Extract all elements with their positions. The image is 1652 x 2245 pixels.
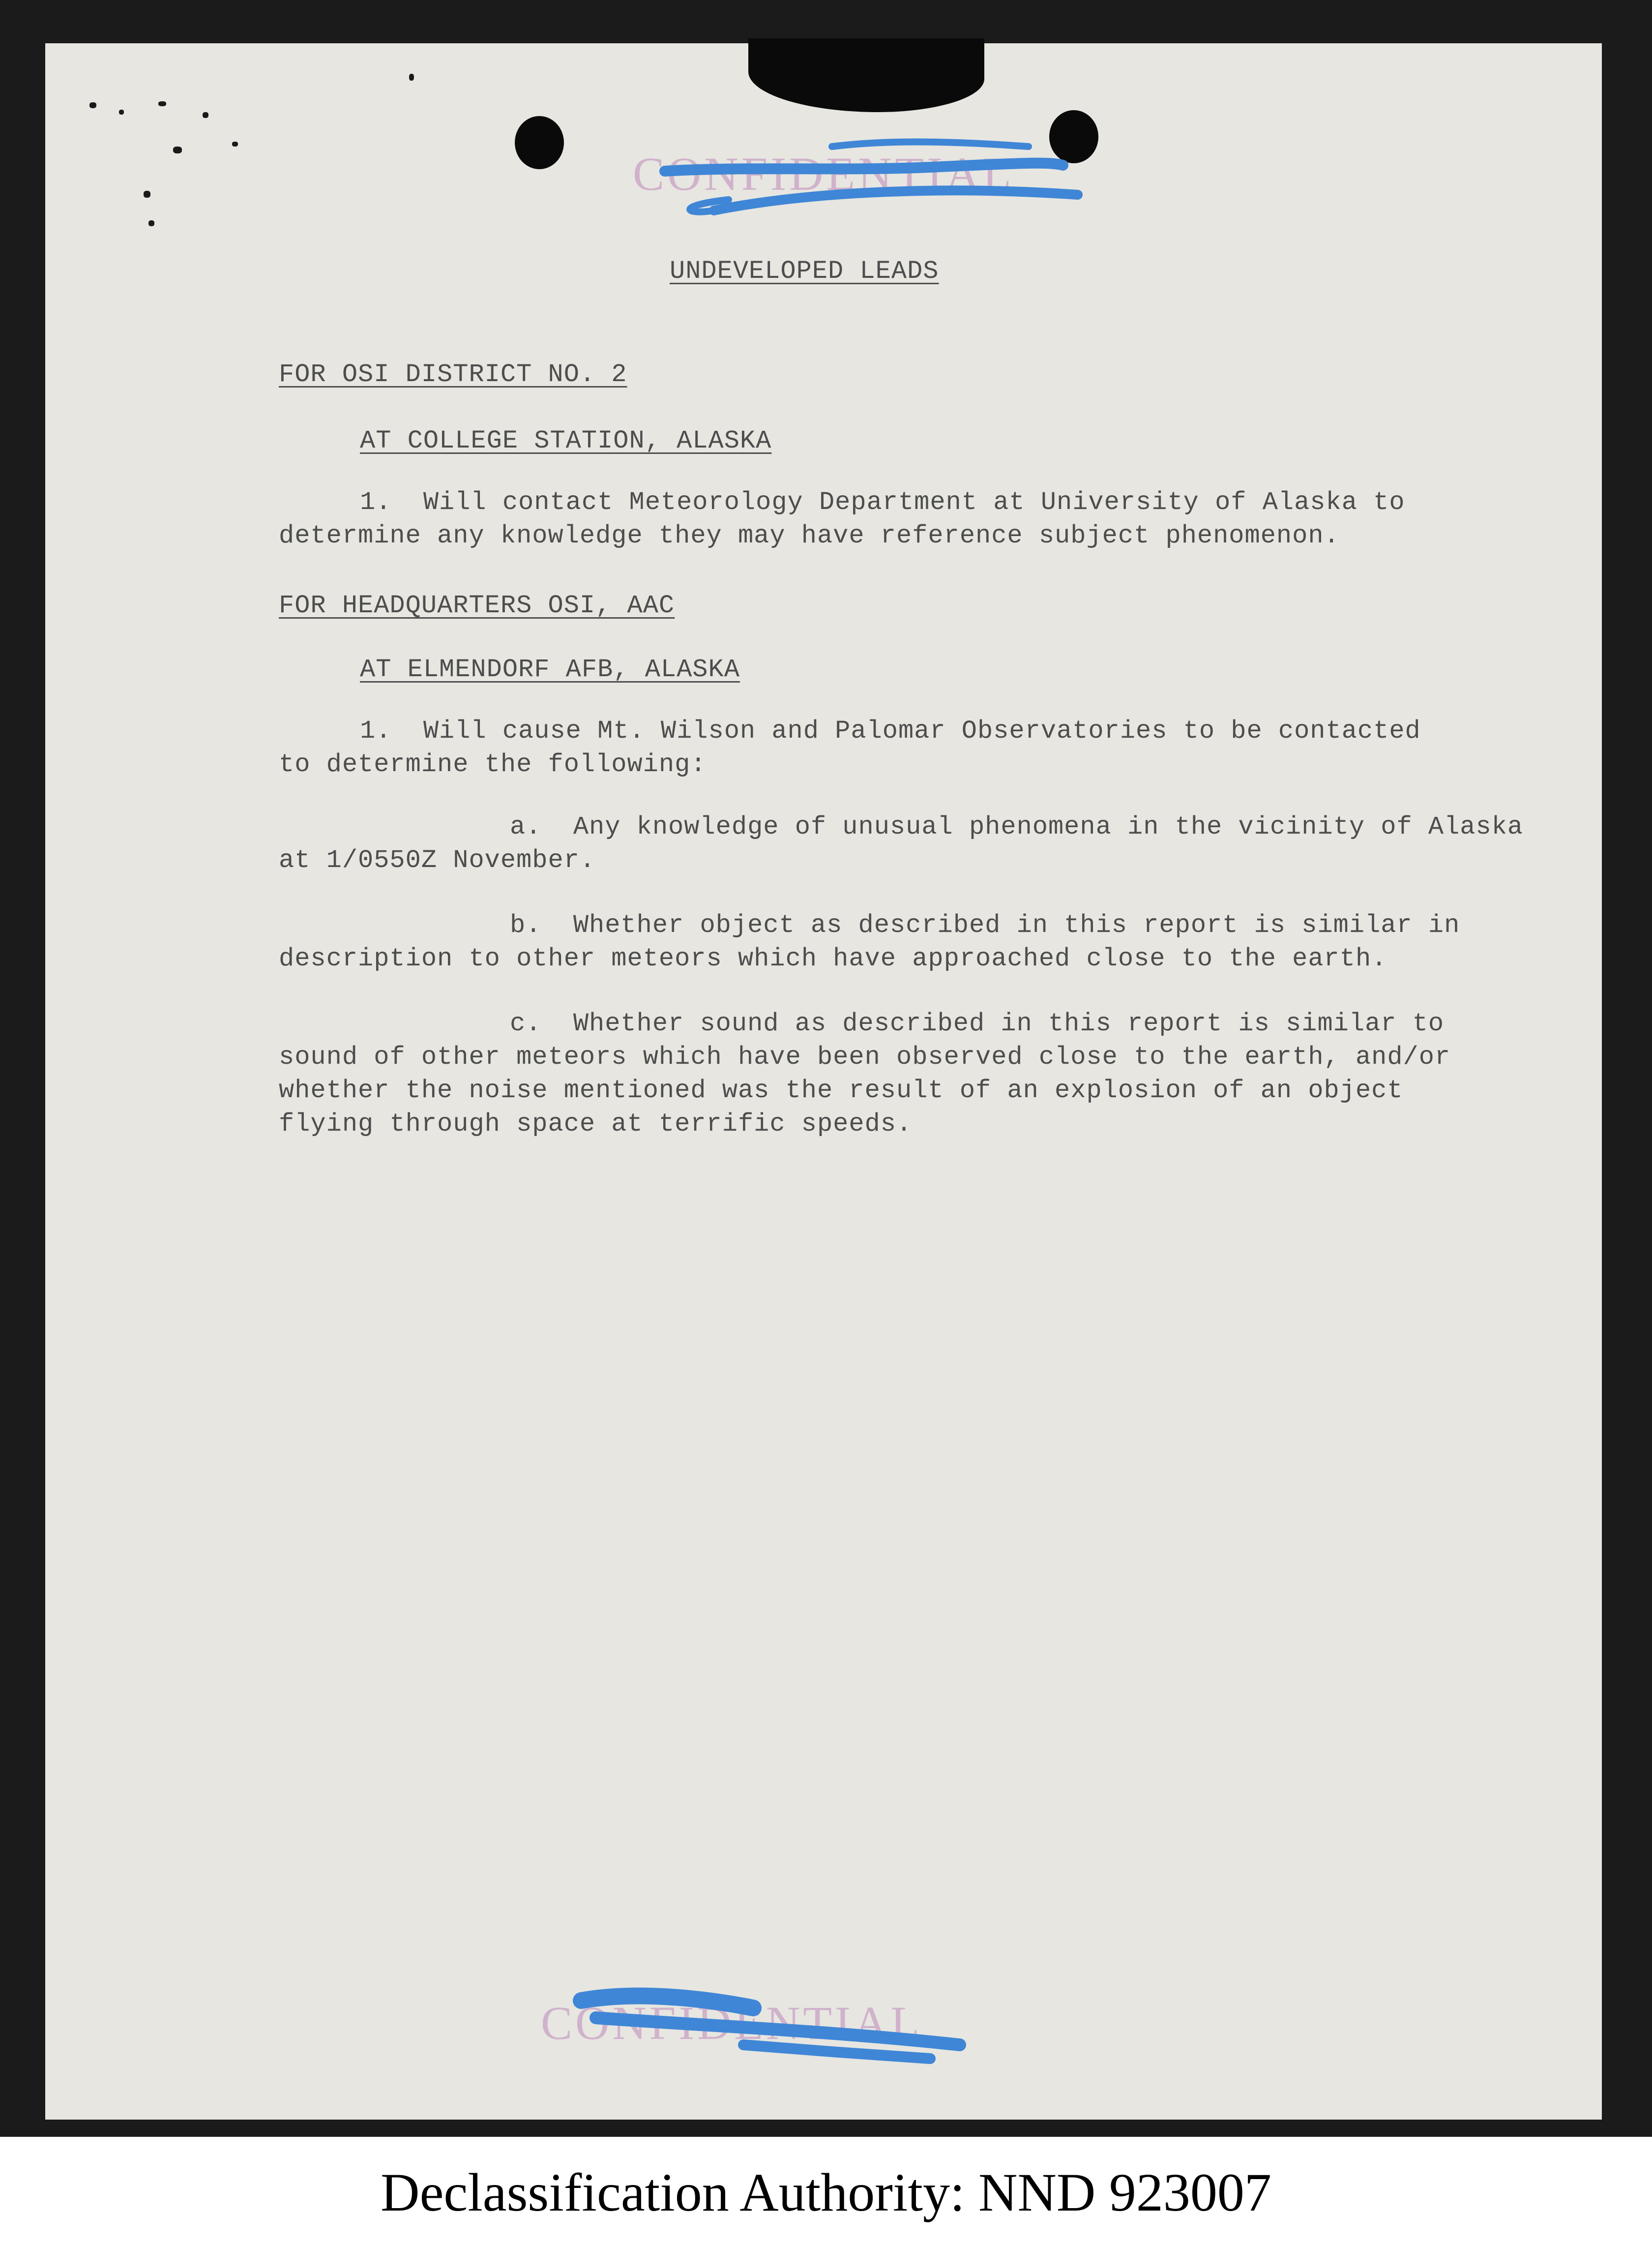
speck: [144, 191, 150, 198]
item-c-line3: whether the noise mentioned was the result of an explosion of an object: [279, 1076, 1403, 1105]
redaction-marker-bottom: [566, 1971, 999, 2069]
speck: [158, 101, 166, 106]
speck: [232, 142, 238, 147]
speck: [173, 147, 182, 153]
document-page: [45, 43, 1602, 2120]
punch-hole-left: [515, 116, 564, 169]
item-a-line2: at 1/0550Z November.: [279, 846, 596, 875]
section2-location: AT ELMENDORF AFB, ALASKA: [360, 655, 740, 684]
item-b-line1: b. Whether object as described in this report is similar in: [510, 911, 1460, 940]
speck: [119, 110, 124, 115]
section1-location: AT COLLEGE STATION, ALASKA: [360, 426, 772, 455]
section2-para1-line1: 1. Will cause Mt. Wilson and Palomar Observatories to be contacted: [360, 717, 1421, 746]
item-c-line2: sound of other meteors which have been observed close to the earth, and/or: [279, 1043, 1451, 1072]
speck: [409, 74, 414, 81]
speck: [203, 112, 208, 118]
redaction-marker-top: [655, 112, 1088, 225]
section2-para1-line2: to determine the following:: [279, 750, 707, 779]
section1-para1-line2: determine any knowledge they may have reference subject phenomenon.: [279, 521, 1340, 550]
item-c-line4: flying through space at terrific speeds.: [279, 1109, 913, 1138]
item-c-line1: c. Whether sound as described in this report is similar to: [510, 1009, 1445, 1038]
document-title: UNDEVELOPED LEADS: [670, 257, 939, 286]
confidential-stamp-top: CONFIDENTIAL: [633, 148, 1014, 200]
torn-edge: [748, 38, 984, 112]
section2-heading: FOR HEADQUARTERS OSI, AAC: [279, 591, 675, 620]
speck: [148, 220, 154, 226]
declassification-authority: Declassification Authority: NND 923007: [381, 2162, 1271, 2222]
confidential-stamp-bottom: CONFIDENTIAL: [541, 1997, 922, 2049]
speck: [89, 102, 96, 108]
section1-para1-line1: 1. Will contact Meteorology Department at University of Alaska to: [360, 488, 1405, 517]
item-a-line1: a. Any knowledge of unusual phenomena in the vicinity of Alaska: [510, 812, 1524, 841]
item-b-line2: description to other meteors which have approached close to the earth.: [279, 944, 1387, 973]
section1-heading: FOR OSI DISTRICT NO. 2: [279, 360, 627, 389]
